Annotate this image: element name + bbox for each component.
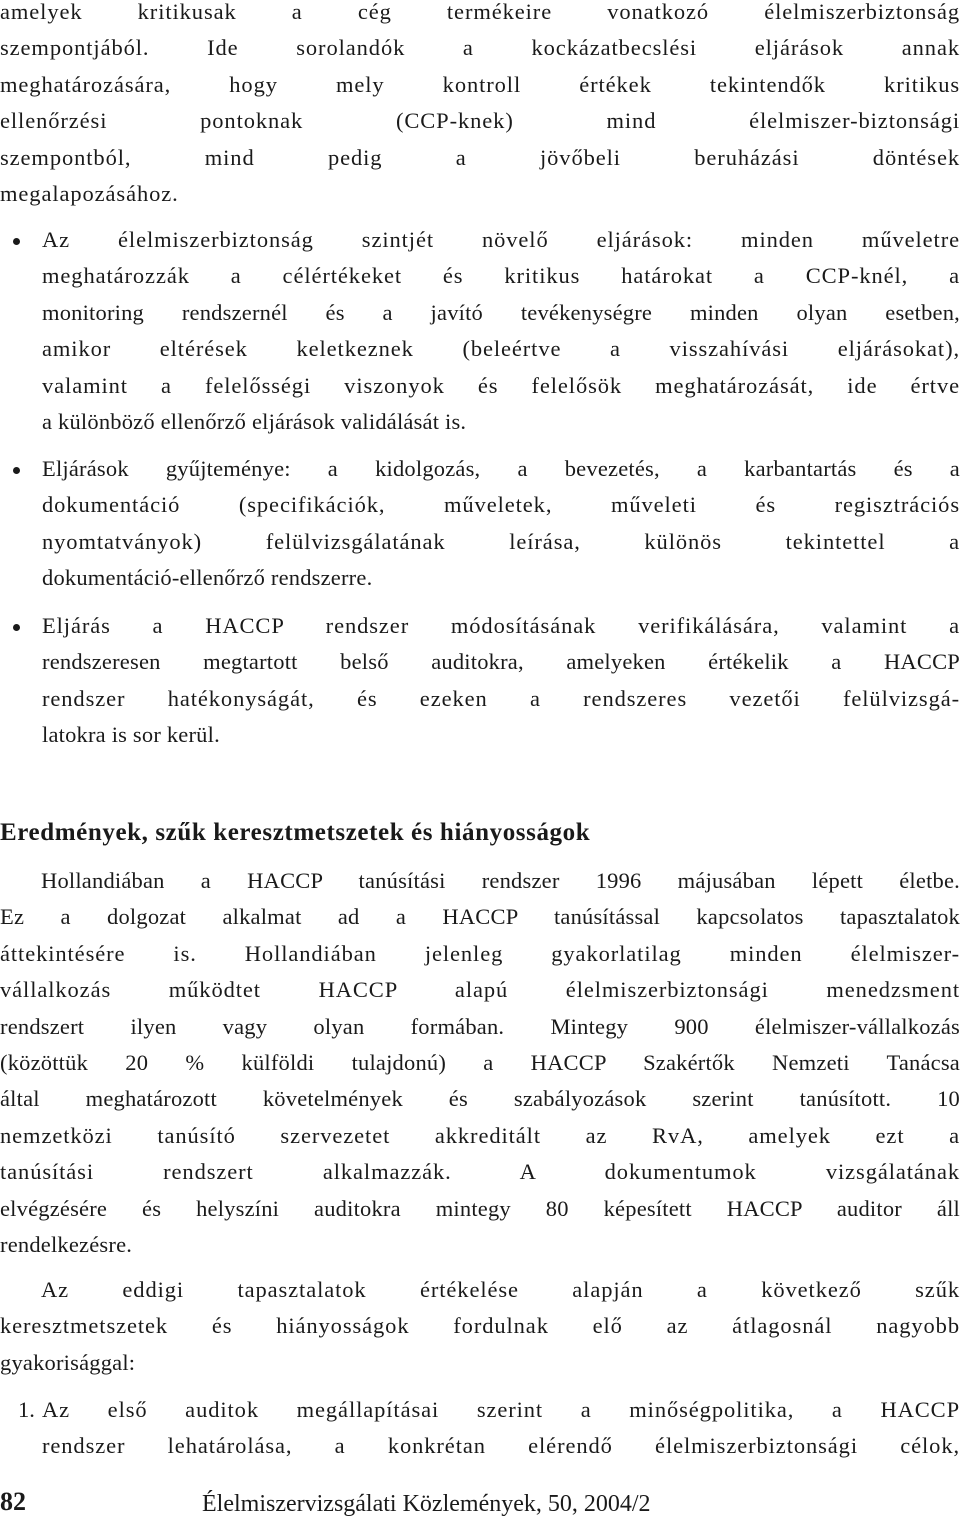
- bullet-item: [0, 451, 960, 597]
- text-line: valamint a felelősségi viszonyok és felelősök meghatározását, ide értve: [42, 372, 960, 398]
- text-line: meghatározzák a célértékeket és kritikus határokat a CCP-knél, a: [42, 263, 960, 289]
- text-line: vállalkozás működtet HACCP alapú élelmiszerbiztonsági menedzsment: [0, 977, 960, 1003]
- text-line: a különböző ellenőrző eljárások validálását is.: [42, 408, 467, 434]
- bullet-icon: [13, 238, 20, 245]
- text-line: latokra is sor kerül.: [42, 722, 220, 748]
- text-line: gyakorisággal:: [0, 1349, 136, 1375]
- text-line: keresztmetszetek és hiányosságok fordulnak elő az átlagosnál nagyobb: [0, 1313, 960, 1339]
- results-paragraph: [0, 863, 960, 1263]
- text-line: megalapozásához.: [0, 180, 179, 206]
- text-line: Hollandiában a HACCP tanúsítási rendszer 1996 májusában lépett életbe.: [41, 868, 960, 893]
- text-line: amikor eltérések keletkeznek (beleértve a visszahívási eljárásokat),: [42, 336, 960, 362]
- text-line: Az első auditok megállapításai szerint a minőségpolitika, a HACCP: [42, 1397, 960, 1422]
- text-line: monitoring rendszernél és a javító tevékenységre minden olyan esetben,: [42, 299, 960, 325]
- bullet-icon: [13, 624, 20, 631]
- text-line: rendszeresen megtartott belső auditokra, amelyeken értékelik a HACCP: [42, 649, 960, 675]
- text-line: Eljárás a HACCP rendszer módosításának verifikálására, valamint a: [42, 613, 960, 638]
- text-line: áttekintésére is. Hollandiában jelenleg gyakorlatilag minden élelmiszer-: [0, 940, 960, 966]
- page-number: 82: [0, 1487, 26, 1516]
- text-line: amelyek kritikusak a cég termékeire vonatkozó élelmiszerbiztonság: [0, 0, 960, 24]
- text-line: rendszert ilyen vagy olyan formában. Mintegy 900 élelmiszer-vállalkozás: [0, 1013, 960, 1039]
- text-line: meghatározására, hogy mely kontroll értékek tekintendők kritikus: [0, 71, 960, 97]
- text-line: tanúsítási rendszert alkalmazzák. A dokumentumok vizsgálatának: [0, 1159, 960, 1185]
- bullet-item: [0, 222, 960, 440]
- findings-intro-paragraph: [0, 1272, 960, 1381]
- section-heading: Eredmények, szűk keresztmetszetek és hiányosságok: [0, 819, 591, 846]
- bullet-icon: [13, 467, 20, 474]
- text-line: ellenőrzési pontoknak (CCP-knek) mind élelmiszer-biztonsági: [0, 108, 960, 134]
- text-line: nyomtatványok) felülvizsgálatának leírása, különös tekintettel a: [42, 528, 960, 554]
- text-line: rendelkezésre.: [0, 1231, 133, 1257]
- text-line: rendszer lehatárolása, a konkrétan elérendő élelmiszerbiztonsági célok,: [42, 1433, 960, 1459]
- text-line: elvégzésére és helyszíni auditokra mintegy 80 képesített HACCP auditor áll: [0, 1195, 960, 1221]
- bullet-item: [0, 608, 960, 754]
- text-line: rendszer hatékonyságát, és ezeken a rendszeres vezetői felülvizsgá-: [42, 685, 960, 711]
- text-line: által meghatározott követelmények és szabályozások szerint tanúsított. 10: [0, 1086, 960, 1112]
- journal-footer: Élelmiszervizsgálati Közlemények, 50, 2004/2: [202, 1491, 651, 1517]
- text-line: Az élelmiszerbiztonság szintjét növelő eljárások: minden műveletre: [42, 227, 960, 252]
- text-line: szempontjából. Ide sorolandók a kockázatbecslési eljárások annak: [0, 35, 960, 61]
- text-line: (közöttük 20 % külföldi tulajdonú) a HACCP Szakértők Nemzeti Tanácsa: [0, 1049, 960, 1075]
- text-line: nemzetközi tanúsító szervezetet akkreditált az RvA, amelyek ezt a: [0, 1122, 960, 1148]
- text-line: dokumentáció-ellenőrző rendszerre.: [42, 565, 373, 591]
- list-number: 1.: [18, 1397, 35, 1422]
- text-line: Eljárások gyűjteménye: a kidolgozás, a bevezetés, a karbantartás és a: [42, 456, 960, 481]
- intro-paragraph: [0, 0, 960, 212]
- text-line: dokumentáció (specifikációk, műveletek, műveleti és regisztrációs: [42, 492, 960, 518]
- text-line: szempontból, mind pedig a jövőbeli beruházási döntések: [0, 144, 960, 170]
- text-line: Az eddigi tapasztalatok értékelése alapján a következő szűk: [41, 1277, 960, 1302]
- numbered-item: [0, 1392, 960, 1465]
- text-line: Ez a dolgozat alkalmat ad a HACCP tanúsítással kapcsolatos tapasztalatok: [0, 904, 960, 930]
